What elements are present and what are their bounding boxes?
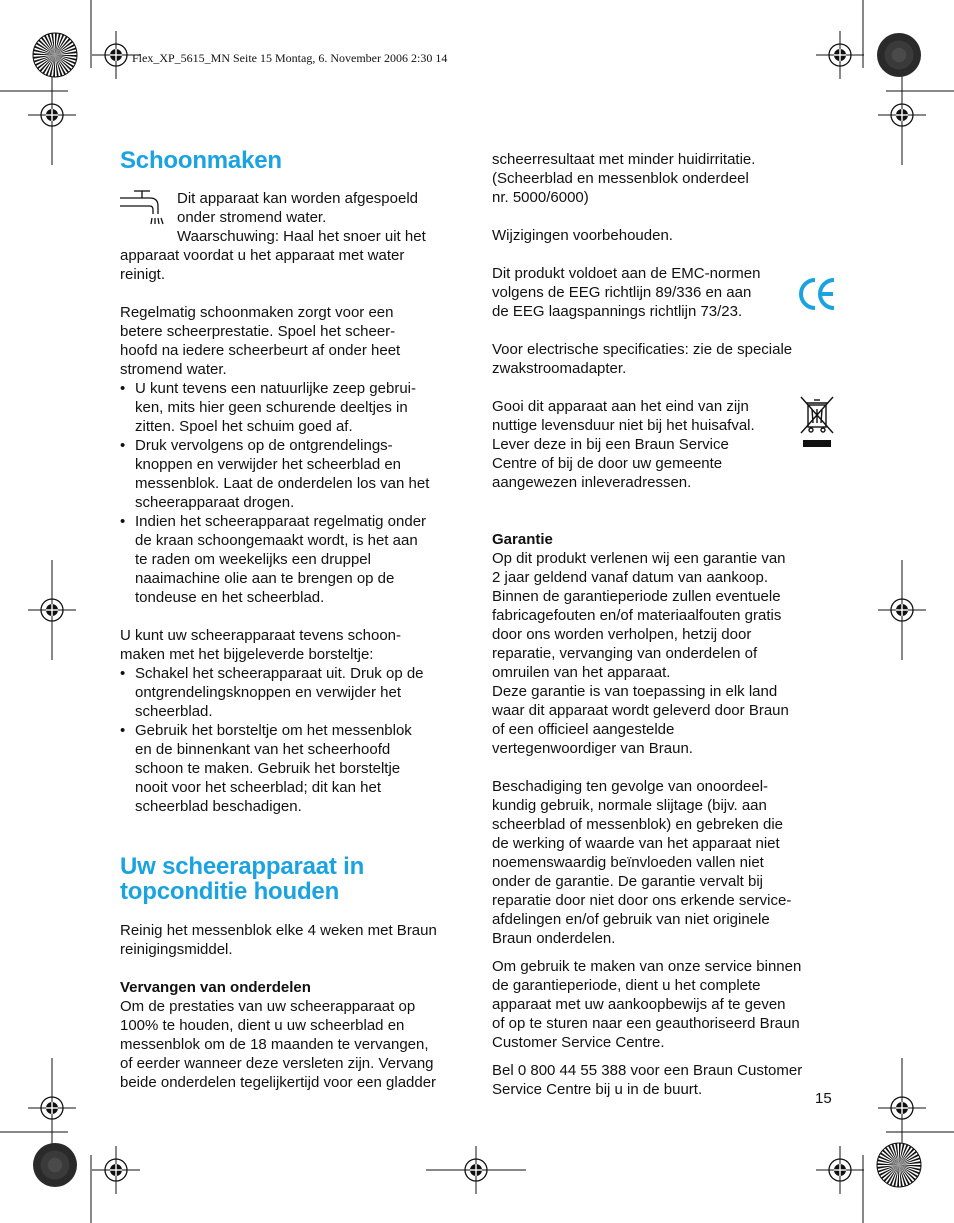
text-line: U kunt uw scheerapparaat tevens schoon- <box>120 627 401 644</box>
text-line: Bel 0 800 44 55 388 voor een Braun Customer <box>492 1062 803 1079</box>
text-line: zwakstroomadapter. <box>492 360 627 377</box>
text-line: Deze garantie is van toepassing in elk land <box>492 683 778 700</box>
paragraph-call-service <box>492 1061 837 1099</box>
text-line: • Schakel het scheerapparaat uit. Druk op de <box>135 665 424 682</box>
text-line: Regelmatig schoonmaken zorgt voor een <box>120 304 394 321</box>
disposal-block <box>492 397 837 492</box>
emc-compliance-block <box>492 264 837 321</box>
text-line: de kraan schoongemaakt wordt, is het aan <box>135 532 418 549</box>
registration-mark-icon <box>28 91 76 139</box>
text-line: nuttige levensduur niet bij het huisafval. <box>492 417 755 434</box>
text-line: onder de garantie. De garantie vervalt bij <box>492 873 763 890</box>
text-line: volgens de EEG richtlijn 89/336 en aan <box>492 284 752 301</box>
text-line: Beschadiging ten gevolge van onoordeel- <box>492 778 769 795</box>
text-line: door ons worden verholpen, hetzij door <box>492 626 752 643</box>
page-number: 15 <box>815 1090 832 1107</box>
text-line: Reinig het messenblok elke 4 weken met Braun <box>120 922 437 939</box>
text-line: messenblok om de 18 maanden te vervangen, <box>120 1036 429 1053</box>
paragraph-electrical-specs <box>492 340 837 378</box>
text-line: reinigingsmiddel. <box>120 941 233 958</box>
section-heading-schoonmaken: Schoonmaken <box>120 147 282 174</box>
registration-mark-icon <box>878 586 926 634</box>
paragraph-disposal <box>492 397 793 492</box>
section-heading-topconditie: Uw scheerapparaat in topconditie houden <box>120 853 365 905</box>
text-line: Wijzigingen voorbehouden. <box>492 227 673 244</box>
text-line: scheerresultaat met minder huidirritatie. <box>492 151 756 168</box>
text-line: Service Centre bij u in de buurt. <box>492 1081 703 1098</box>
text-line: Dit produkt voldoet aan de EMC-normen <box>492 265 761 282</box>
halftone-disc-icon <box>33 1143 77 1187</box>
text-line: nooit voor het scheerblad; dit kan het <box>135 779 381 796</box>
text-line: Binnen de garantieperiode zullen eventuele <box>492 588 781 605</box>
registration-mark-icon <box>878 91 926 139</box>
text-line: ken, mits hier geen schurende deeltjes in <box>135 399 408 416</box>
water-tap-icon <box>120 188 164 228</box>
text-line: fabricagefouten en/of materiaalfouten gratis <box>492 607 782 624</box>
ce-mark-icon <box>797 276 837 312</box>
text-line: te raden om weekelijks een druppel <box>135 551 371 568</box>
registration-mark-icon <box>878 1084 926 1132</box>
text-line: onder stromend water. <box>177 209 327 226</box>
list-item <box>120 379 465 436</box>
intro-indented-text <box>177 189 465 246</box>
text-line: maken met het bijgeleverde borsteltje: <box>120 646 374 663</box>
text-line: scheerblad beschadigen. <box>135 798 302 815</box>
text-line: kundig gebruik, normale slijtage (bijv. aan <box>492 797 767 814</box>
text-line: zitten. Spoel het schuim goed af. <box>135 418 353 435</box>
paragraph-emc <box>492 264 793 321</box>
paragraph-replace-parts <box>120 997 465 1092</box>
text-line: of op te sturen naar een geauthoriseerd Braun <box>492 1015 800 1032</box>
text-line: reparatie door niet door ons erkende service- <box>492 892 792 909</box>
text-line: aangewezen inleveradressen. <box>492 474 692 491</box>
text-line: Lever deze in bij een Braun Service <box>492 436 729 453</box>
text-line: Braun onderdelen. <box>492 930 616 947</box>
registration-mark-icon <box>816 1146 864 1194</box>
list-item <box>120 512 465 607</box>
text-line: (Scheerblad en messenblok onderdeel <box>492 170 749 187</box>
right-column <box>492 150 837 1099</box>
text-line: scheerapparaat drogen. <box>135 494 295 511</box>
text-line: 100% te houden, dient u uw scheerblad en <box>120 1017 405 1034</box>
paragraph-warranty-exclusions <box>492 777 837 948</box>
text-line: Waarschuwing: Haal het snoer uit het <box>177 228 426 245</box>
crossed-bin-icon <box>797 393 837 451</box>
text-line: Om de prestaties van uw scheerapparaat op <box>120 998 416 1015</box>
text-line: reinigt. <box>120 266 166 283</box>
starburst-icon <box>33 33 77 77</box>
paragraph-brush-cleaning <box>120 626 465 664</box>
registration-mark-icon <box>28 586 76 634</box>
subheading-replace-parts: Vervangen van onderdelen <box>120 979 311 996</box>
registration-mark-icon <box>92 1146 140 1194</box>
text-line: Centre of bij de door uw gemeente <box>492 455 723 472</box>
text-line: • Indien het scheerapparaat regelmatig onder <box>135 513 427 530</box>
halftone-disc-icon <box>877 33 921 77</box>
text-line: de garantieperiode, dient u het complete <box>492 977 761 994</box>
text-line: noemenswaardig beïnvloeden vallen niet <box>492 854 764 871</box>
text-line: de werking of waarde van het apparaat niet <box>492 835 780 852</box>
text-line: schoon te maken. Gebruik het borsteltje <box>135 760 401 777</box>
text-line: afdelingen en/of gebruik van niet originele <box>492 911 770 928</box>
print-slug: Flex_XP_5615_MN Seite 15 Montag, 6. November 2006 2:30 14 <box>132 51 448 65</box>
paragraph-regular-cleaning <box>120 303 465 379</box>
text-line: Voor electrische specificaties: zie de speciale <box>492 341 793 358</box>
paragraph-warranty <box>492 549 837 758</box>
text-line: betere scheerprestatie. Spoel het scheer- <box>120 323 396 340</box>
text-line: of eerder wanneer deze versleten zijn. Vervang <box>120 1055 434 1072</box>
list-item <box>120 721 465 816</box>
left-column <box>120 148 465 1092</box>
text-line: scheerblad. <box>135 703 213 720</box>
registration-mark-icon <box>452 1146 500 1194</box>
brush-steps-list <box>120 664 465 816</box>
text-line: waar dit apparaat wordt geleverd door Braun <box>492 702 789 719</box>
text-line: • U kunt tevens een natuurlijke zeep gebrui- <box>135 380 417 397</box>
text-line: Om gebruik te maken van onze service binnen <box>492 958 802 975</box>
text-line: • Gebruik het borsteltje om het messenblok <box>135 722 412 739</box>
list-item <box>120 664 465 721</box>
text-line: scheerblad of messenblok) en gebreken die <box>492 816 784 833</box>
text-line: reparatie, vervanging van onderdelen of <box>492 645 758 662</box>
text-line: apparaat met uw aankoopbewijs af te geven <box>492 996 786 1013</box>
text-line: of een officieel aangestelde <box>492 721 675 738</box>
registration-mark-icon <box>28 1084 76 1132</box>
text-line: naaimachine olie aan te brengen op de <box>135 570 395 587</box>
text-line: vertegenwoordiger van Braun. <box>492 740 693 757</box>
intro-full-text <box>120 246 465 284</box>
text-line: Customer Service Centre. <box>492 1034 665 1051</box>
list-item <box>120 436 465 512</box>
text-line: nr. 5000/6000) <box>492 189 589 206</box>
registration-mark-icon <box>816 31 864 79</box>
text-line: knoppen en verwijder het scheerblad en <box>135 456 402 473</box>
paragraph-changes-reserved <box>492 226 837 245</box>
text-line: stromend water. <box>120 361 227 378</box>
text-line: Gooi dit apparaat aan het eind van zijn <box>492 398 749 415</box>
text-line: ontgrendelingsknoppen en verwijder het <box>135 684 402 701</box>
text-line: Op dit produkt verlenen wij een garantie van <box>492 550 786 567</box>
text-line: 2 jaar geldend vanaf datum van aankoop. <box>492 569 769 586</box>
text-line: • Druk vervolgens op de ontgrendelings- <box>135 437 393 454</box>
text-line: hoofd na iedere scheerbeurt af onder heet <box>120 342 401 359</box>
text-line: messenblok. Laat de onderdelen los van het <box>135 475 430 492</box>
text-line: apparaat voordat u het apparaat met water <box>120 247 405 264</box>
subheading-garantie: Garantie <box>492 531 553 548</box>
text-line: tondeuse en het scheerblad. <box>135 589 325 606</box>
paragraph-service-procedure <box>492 957 837 1052</box>
text-line: Dit apparaat kan worden afgespoeld <box>177 190 418 207</box>
starburst-icon <box>877 1143 921 1187</box>
intro-with-tap <box>120 189 465 246</box>
paragraph-monthly-clean <box>120 921 465 959</box>
text-line: omruilen van het apparaat. <box>492 664 671 681</box>
text-line: beide onderdelen tegelijkertijd voor een gladder <box>120 1074 437 1091</box>
paragraph-shave-result <box>492 150 837 207</box>
text-line: de EEG laagspannings richtlijn 73/23. <box>492 303 743 320</box>
registration-mark-icon <box>92 31 140 79</box>
text-line: en de binnenkant van het scheerhoofd <box>135 741 391 758</box>
cleaning-steps-list <box>120 379 465 607</box>
